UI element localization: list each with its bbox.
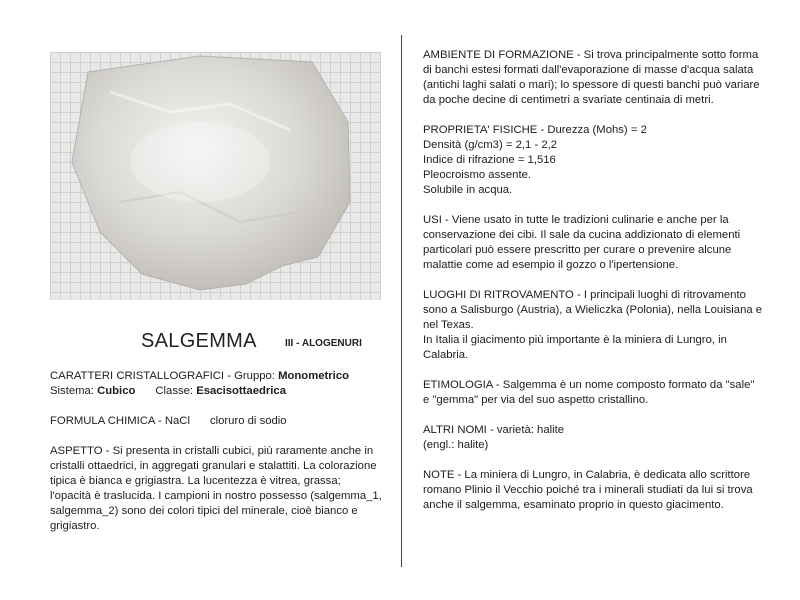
aspect-section: ASPETTO - Si presenta in cristalli cubici, più raramente anche in cristalli ottaedrici, in aggregati granulari e stalattiti. La colorazione tipica è bianca e grigiastra. La lucentezza è vitrea, grassa; l'opacità è traslucida. I campioni in nostro possesso (salgemma_1, salgemma_2) sono dei colori tipici del minerale, cioè bianco e grigiastro.: [50, 445, 382, 532]
notes-section: NOTE - La miniera di Lungro, in Calabria, è dedicata allo scrittore romano Plinio il Vecchio poiché tra i minerali studiati da lui si trova anche il salgemma, esaminato proprio in questo giacimento.: [423, 469, 753, 511]
left-column: [50, 369, 382, 549]
physical-properties-section: PROPRIETA' FISICHE - Durezza (Mohs) = 2 Densità (g/cm3) = 2,1 - 2,2 Indice di rifrazione = 1,516 Pleocroismo assente. Solubile in acqua.: [423, 124, 647, 196]
crystal-group-line: CARATTERI CRISTALLOGRAFICI - Gruppo: Monometrico: [50, 370, 349, 382]
page-title: SALGEMMA: [141, 330, 257, 352]
title-row: [141, 330, 381, 356]
etymology-section: ETIMOLOGIA - Salgemma è un nome composto formato da "sale" e "gemma" per via del suo aspetto cristallino.: [423, 379, 755, 406]
formula-section: FORMULA CHIMICA - NaCl cloruro di sodio: [50, 415, 287, 427]
locations-section: LUOGHI DI RITROVAMENTO - I principali luoghi di ritrovamento sono a Salisburgo (Austria), a Wieliczka (Polonia), nella Louisiana e nel Texas. In Italia il giacimento più importante è la miniera di Lungro, in Calabria.: [423, 289, 763, 361]
mineral-photo: [50, 52, 381, 300]
formation-section: AMBIENTE DI FORMAZIONE - Si trova principalmente sotto forma di banchi estesi formati dall'evaporazione di masse d'acqua salata (antichi laghi salati o mari); lo spessore di questi banchi può variare da poche decine di centimetri a svariate centinaia di metri.: [423, 49, 760, 106]
salt-crystal-shape: [50, 52, 381, 300]
crystallographic-section: [50, 369, 382, 399]
column-divider: [401, 35, 402, 567]
right-column: [423, 48, 763, 528]
mineral-class: III - ALOGENURI: [285, 338, 362, 349]
other-names-section: ALTRI NOMI - varietà: halite (engl.: halite): [423, 424, 565, 451]
crystal-system-line: Sistema: Cubico Classe: Esacisottaedrica: [50, 385, 286, 397]
uses-section: USI - Viene usato in tutte le tradizioni culinarie e anche per la conservazione dei cibi. Il sale da cucina addizionato di elementi particolari può essere prescritto per curare o prevenire alcune malattie come ad esempio il gozzo o l'ipertensione.: [423, 214, 741, 271]
